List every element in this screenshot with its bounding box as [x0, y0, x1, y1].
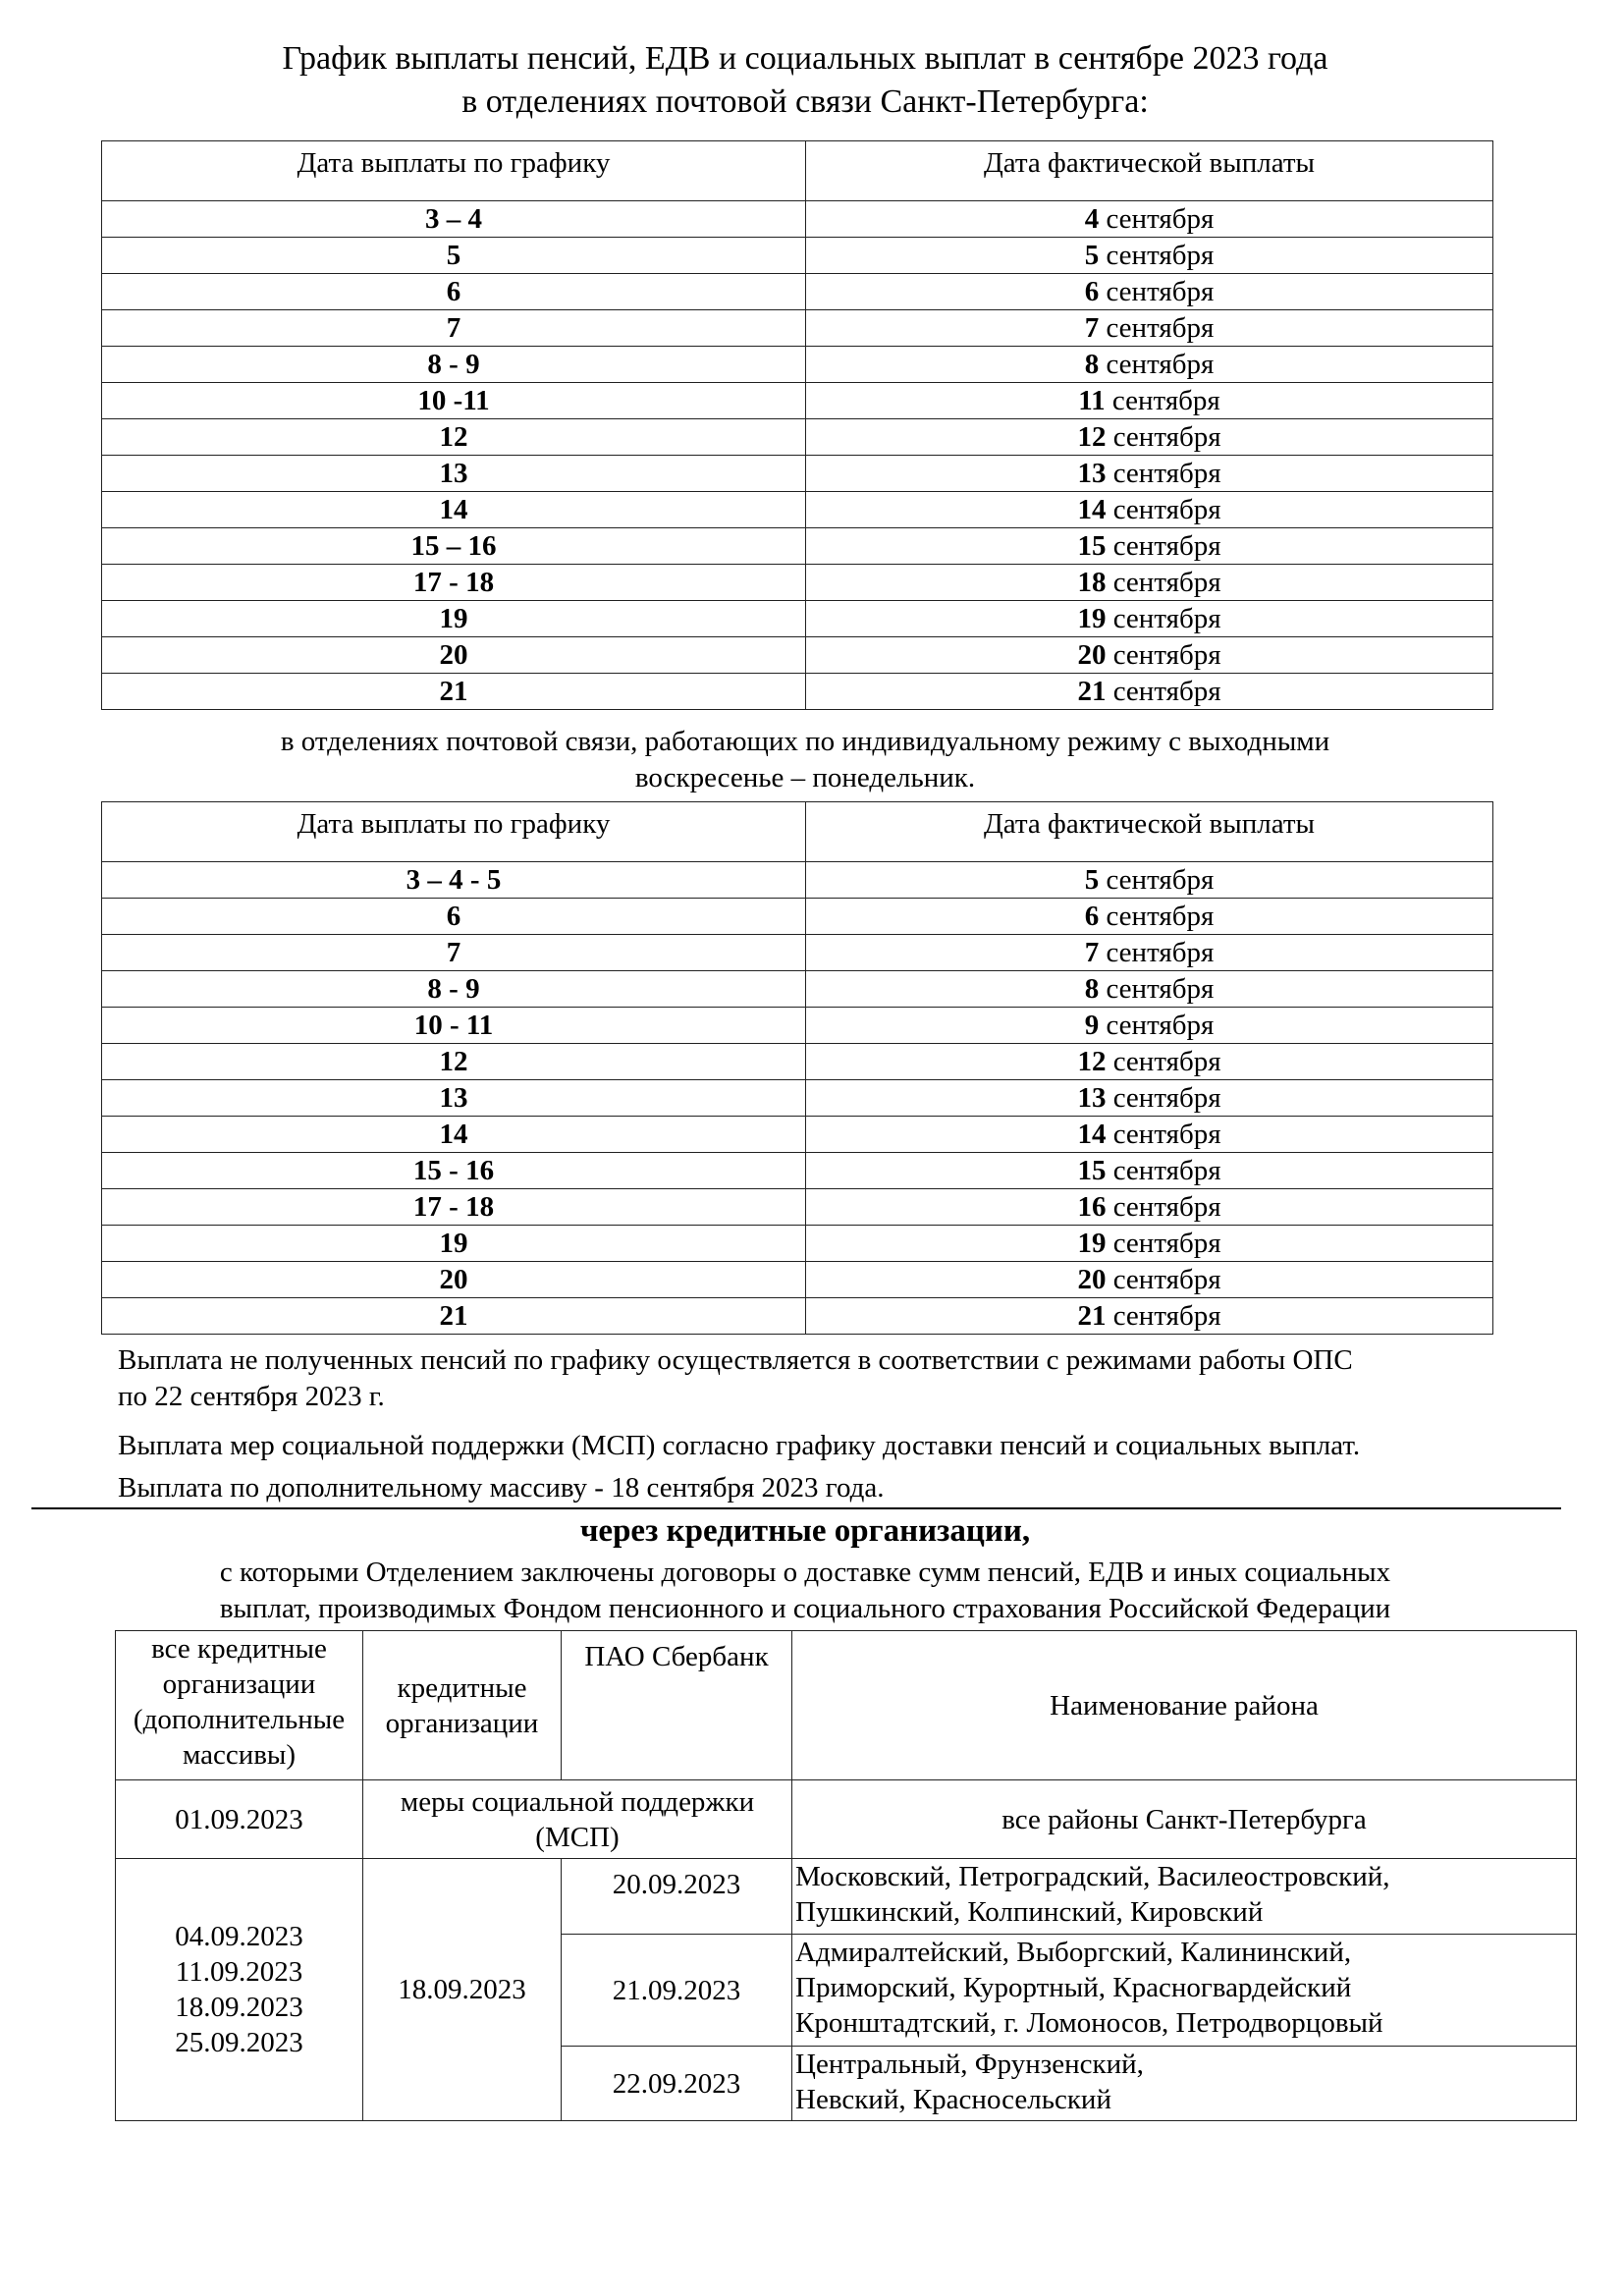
table-row: [102, 528, 1493, 565]
actual-month: сентября: [1112, 1155, 1221, 1186]
credit-sub-line-1: с которыми Отделением заключены договоры о доставке сумм пенсий, ЕДВ и иных социальных: [219, 1557, 1391, 1588]
scheduled-date: 21: [439, 1300, 468, 1332]
scheduled-date: 13: [439, 1082, 468, 1114]
actual-month: сентября: [1106, 901, 1215, 932]
actual-day: 13: [1077, 1082, 1107, 1114]
actual-month: сентября: [1106, 349, 1215, 380]
scheduled-date-cell: [102, 1226, 806, 1262]
scheduled-date-cell: [102, 456, 806, 492]
actual-month: сентября: [1106, 937, 1215, 968]
header-all-credit-orgs: [116, 1631, 363, 1780]
actual-date-cell: [806, 1080, 1493, 1117]
table-row: [102, 1080, 1493, 1117]
scheduled-date-cell: [102, 862, 806, 899]
scheduled-date-cell: [102, 1189, 806, 1226]
note-line: по 22 сентября 2023 г.: [118, 1381, 385, 1412]
scheduled-date-cell: [102, 1262, 806, 1298]
credit-section-title: [98, 1510, 1512, 1552]
actual-day: 6: [1084, 901, 1100, 932]
scheduled-date: 13: [439, 458, 468, 489]
actual-day: 20: [1077, 1264, 1107, 1295]
header-credit-orgs: [363, 1631, 562, 1780]
scheduled-date-cell: [102, 492, 806, 528]
schedule-table-main: [101, 140, 1493, 710]
actual-day: 15: [1077, 530, 1107, 562]
actual-month: сентября: [1112, 603, 1221, 634]
actual-day: 8: [1084, 349, 1100, 380]
actual-date-cell: [806, 1262, 1493, 1298]
actual-date-cell: [806, 674, 1493, 710]
actual-date-cell: [806, 601, 1493, 637]
scheduled-date: 12: [439, 1046, 468, 1077]
district-line: Адмиралтейский, Выборгский, Калининский,: [795, 1937, 1352, 1968]
actual-date-cell: [806, 347, 1493, 383]
actual-day: 18: [1077, 567, 1107, 598]
actual-date-cell: [806, 1044, 1493, 1080]
payment-date: 18.09.2023: [175, 1992, 303, 2023]
section-divider: [31, 1507, 1561, 1509]
table-row: [102, 383, 1493, 419]
actual-day: 7: [1084, 937, 1100, 968]
scheduled-date-cell: [102, 935, 806, 971]
district-line: Приморский, Курортный, Красногвардейский: [795, 1972, 1352, 2003]
district-list: [792, 1935, 1577, 2047]
note-line: Выплата не полученных пенсий по графику осуществляется в соответствии с режимами работы ОПС: [118, 1344, 1353, 1376]
table-row: [102, 565, 1493, 601]
actual-day: 16: [1077, 1191, 1107, 1223]
actual-date-cell: [806, 1008, 1493, 1044]
credit-section-subtitle: [98, 1555, 1512, 1627]
actual-month: сентября: [1112, 639, 1221, 671]
credit-sub-line-2: выплат, производимых Фондом пенсионного и социального страхования Российской Федерации: [219, 1593, 1391, 1624]
actual-date-cell: [806, 456, 1493, 492]
scheduled-date: 14: [439, 1119, 468, 1150]
actual-day: 14: [1077, 1119, 1107, 1150]
actual-date-cell: [806, 1117, 1493, 1153]
scheduled-date-cell: [102, 637, 806, 674]
actual-month: сентября: [1112, 421, 1221, 453]
actual-day: 21: [1077, 1300, 1107, 1332]
scheduled-date: 3 – 4: [425, 203, 482, 235]
scheduled-date: 10 - 11: [413, 1010, 494, 1041]
scheduled-date-cell: [102, 238, 806, 274]
scheduled-date: 6: [446, 276, 461, 307]
header-scheduled-date: Дата выплаты по графику: [102, 802, 806, 862]
scheduled-date: 10 -11: [417, 385, 490, 416]
actual-month: сентября: [1112, 567, 1221, 598]
scheduled-date-cell: [102, 528, 806, 565]
actual-day: 12: [1077, 421, 1107, 453]
table-row: [102, 862, 1493, 899]
table-row: [102, 674, 1493, 710]
actual-month: сентября: [1112, 1191, 1221, 1223]
individual-mode-subtitle: [98, 724, 1512, 796]
scheduled-date-cell: [102, 674, 806, 710]
table-row: [102, 456, 1493, 492]
actual-day: 20: [1077, 639, 1107, 671]
table-row: [102, 1226, 1493, 1262]
actual-month: сентября: [1112, 1046, 1221, 1077]
actual-day: 7: [1084, 312, 1100, 344]
scheduled-date-cell: [102, 565, 806, 601]
credit-title-suffix: ,: [1021, 1513, 1031, 1549]
scheduled-date-cell: [102, 419, 806, 456]
actual-day: 19: [1077, 603, 1107, 634]
district-list: [792, 2047, 1577, 2121]
table-row: [102, 1008, 1493, 1044]
actual-month: сентября: [1112, 530, 1221, 562]
table-row: [102, 899, 1493, 935]
actual-month: сентября: [1106, 240, 1215, 271]
header-text: все кредитные: [151, 1633, 327, 1665]
actual-month: сентября: [1112, 1119, 1221, 1150]
note-msp: Выплата мер социальной поддержки (МСП) согласно графику доставки пенсий и социальных выплат.: [118, 1430, 1361, 1461]
table-row: [102, 1153, 1493, 1189]
scheduled-date: 19: [439, 1228, 468, 1259]
scheduled-date: 17 - 18: [412, 1191, 495, 1223]
scheduled-date: 20: [439, 1264, 468, 1295]
scheduled-date-cell: [102, 1044, 806, 1080]
scheduled-date-cell: [102, 1008, 806, 1044]
scheduled-date-cell: [102, 274, 806, 310]
table-header-row: [102, 802, 1493, 862]
actual-day: 9: [1084, 1010, 1100, 1041]
table-row: [102, 935, 1493, 971]
msp-label-line: меры социальной поддержки: [400, 1785, 755, 1818]
actual-month: сентября: [1112, 458, 1221, 489]
scheduled-date: 21: [439, 676, 468, 707]
credit-org-table: [115, 1630, 1577, 2121]
scheduled-date-cell: [102, 347, 806, 383]
table-row: [102, 238, 1493, 274]
payment-date: 11.09.2023: [175, 1956, 303, 1988]
table-row-msp: [116, 1780, 1577, 1859]
credit-org-date: 18.09.2023: [363, 1859, 562, 2121]
actual-date-cell: [806, 201, 1493, 238]
scheduled-date-cell: [102, 383, 806, 419]
table-row: [102, 347, 1493, 383]
table-header-row: [116, 1631, 1577, 1780]
scheduled-date-cell: [102, 1117, 806, 1153]
actual-date-cell: [806, 528, 1493, 565]
table-row: [102, 1189, 1493, 1226]
actual-day: 11: [1078, 385, 1106, 416]
actual-date-cell: [806, 310, 1493, 347]
actual-date-cell: [806, 383, 1493, 419]
scheduled-date: 7: [446, 312, 461, 344]
district-line: Невский, Красносельский: [795, 2084, 1111, 2115]
actual-day: 6: [1084, 276, 1100, 307]
table-row-sber-group: [116, 1859, 1577, 1935]
msp-label: [363, 1780, 792, 1859]
msp-date: 01.09.2023: [116, 1780, 363, 1859]
actual-month: сентября: [1106, 864, 1215, 896]
actual-date-cell: [806, 1298, 1493, 1335]
actual-month: сентября: [1112, 1300, 1221, 1332]
district-list: [792, 1859, 1577, 1935]
actual-date-cell: [806, 862, 1493, 899]
msp-label-line: (МСП): [535, 1821, 620, 1853]
sber-date: 22.09.2023: [562, 2047, 792, 2121]
actual-date-cell: [806, 637, 1493, 674]
scheduled-date: 8 - 9: [427, 349, 480, 380]
actual-date-cell: [806, 899, 1493, 935]
actual-day: 4: [1084, 203, 1100, 235]
scheduled-date: 12: [439, 421, 468, 453]
actual-month: сентября: [1106, 203, 1215, 235]
scheduled-date: 15 – 16: [410, 530, 497, 562]
scheduled-date: 15 - 16: [412, 1155, 495, 1186]
header-actual-date: Дата фактической выплаты: [806, 802, 1493, 862]
table-row: [102, 1117, 1493, 1153]
table-row: [102, 637, 1493, 674]
header-text: (дополнительные: [133, 1704, 346, 1735]
actual-day: 15: [1077, 1155, 1107, 1186]
actual-day: 12: [1077, 1046, 1107, 1077]
actual-month: сентября: [1112, 1264, 1221, 1295]
note-unpaid-pensions: [118, 1342, 1571, 1415]
subtitle-line-2: воскресенье – понедельник.: [634, 762, 976, 793]
actual-date-cell: [806, 419, 1493, 456]
msp-districts: все районы Санкт-Петербурга: [792, 1780, 1577, 1859]
payment-date: 25.09.2023: [175, 2027, 303, 2058]
header-actual-date: Дата фактической выплаты: [806, 141, 1493, 201]
actual-date-cell: [806, 971, 1493, 1008]
table-row: [102, 310, 1493, 347]
table-row: [102, 201, 1493, 238]
table-row: [102, 1044, 1493, 1080]
sber-date: 20.09.2023: [562, 1859, 792, 1935]
district-line: Пушкинский, Колпинский, Кировский: [795, 1896, 1264, 1928]
scheduled-date-cell: [102, 601, 806, 637]
credit-title-text: через кредитные организации: [579, 1513, 1022, 1549]
table-row: [102, 419, 1493, 456]
actual-date-cell: [806, 492, 1493, 528]
district-line: Кронштадтский, г. Ломоносов, Петродворцовый: [795, 2007, 1383, 2039]
actual-date-cell: [806, 238, 1493, 274]
scheduled-date: 20: [439, 639, 468, 671]
actual-date-cell: [806, 935, 1493, 971]
actual-month: сентября: [1106, 973, 1215, 1005]
actual-day: 19: [1077, 1228, 1107, 1259]
actual-day: 14: [1077, 494, 1107, 525]
schedule-table-individual: [101, 801, 1493, 1335]
header-scheduled-date: Дата выплаты по графику: [102, 141, 806, 201]
scheduled-date-cell: [102, 899, 806, 935]
actual-month: сентября: [1106, 1010, 1215, 1041]
header-text: массивы): [182, 1739, 297, 1771]
scheduled-date: 6: [446, 901, 461, 932]
header-sberbank: ПАО Сбербанк: [562, 1631, 792, 1780]
district-line: Московский, Петроградский, Василеостровский,: [795, 1861, 1390, 1892]
scheduled-date: 7: [446, 937, 461, 968]
scheduled-date: 8 - 9: [427, 973, 480, 1005]
scheduled-date-cell: [102, 1298, 806, 1335]
scheduled-date: 19: [439, 603, 468, 634]
district-line: Центральный, Фрунзенский,: [795, 2049, 1144, 2080]
actual-month: сентября: [1112, 494, 1221, 525]
scheduled-date: 3 – 4 - 5: [406, 864, 502, 896]
scheduled-date-cell: [102, 971, 806, 1008]
actual-month: сентября: [1112, 676, 1221, 707]
table-row: [102, 492, 1493, 528]
table-row: [102, 1262, 1493, 1298]
sber-date: 21.09.2023: [562, 1935, 792, 2047]
note-additional-array: Выплата по дополнительному массиву - 18 сентября 2023 года.: [118, 1472, 885, 1503]
scheduled-date: 5: [446, 240, 461, 271]
actual-date-cell: [806, 565, 1493, 601]
actual-day: 13: [1077, 458, 1107, 489]
actual-day: 8: [1084, 973, 1100, 1005]
all-org-dates: [116, 1859, 363, 2121]
page-title: [98, 37, 1512, 124]
title-line-1: График выплаты пенсий, ЕДВ и социальных выплат в сентябре 2023 года: [282, 40, 1328, 77]
scheduled-date: 17 - 18: [412, 567, 495, 598]
actual-date-cell: [806, 1226, 1493, 1262]
scheduled-date-cell: [102, 1080, 806, 1117]
actual-day: 5: [1084, 240, 1100, 271]
actual-month: сентября: [1106, 312, 1215, 344]
scheduled-date-cell: [102, 1153, 806, 1189]
scheduled-date-cell: [102, 201, 806, 238]
header-text: организации: [385, 1707, 539, 1739]
actual-month: сентября: [1112, 1082, 1221, 1114]
payment-date: 04.09.2023: [175, 1921, 303, 1952]
actual-date-cell: [806, 1189, 1493, 1226]
actual-month: сентября: [1112, 1228, 1221, 1259]
actual-day: 21: [1077, 676, 1107, 707]
actual-month: сентября: [1111, 385, 1220, 416]
scheduled-date-cell: [102, 310, 806, 347]
table-row: [102, 1298, 1493, 1335]
actual-day: 5: [1084, 864, 1100, 896]
table-row: [102, 601, 1493, 637]
header-district-name: Наименование района: [792, 1631, 1577, 1780]
actual-date-cell: [806, 274, 1493, 310]
table-row: [102, 971, 1493, 1008]
actual-date-cell: [806, 1153, 1493, 1189]
actual-month: сентября: [1106, 276, 1215, 307]
header-text: организации: [162, 1668, 316, 1700]
table-row: [102, 274, 1493, 310]
subtitle-line-1: в отделениях почтовой связи, работающих по индивидуальному режиму с выходными: [280, 726, 1330, 757]
title-line-2: в отделениях почтовой связи Санкт-Петербурга:: [461, 83, 1149, 120]
table-header-row: [102, 141, 1493, 201]
scheduled-date: 14: [439, 494, 468, 525]
header-text: кредитные: [397, 1671, 527, 1704]
